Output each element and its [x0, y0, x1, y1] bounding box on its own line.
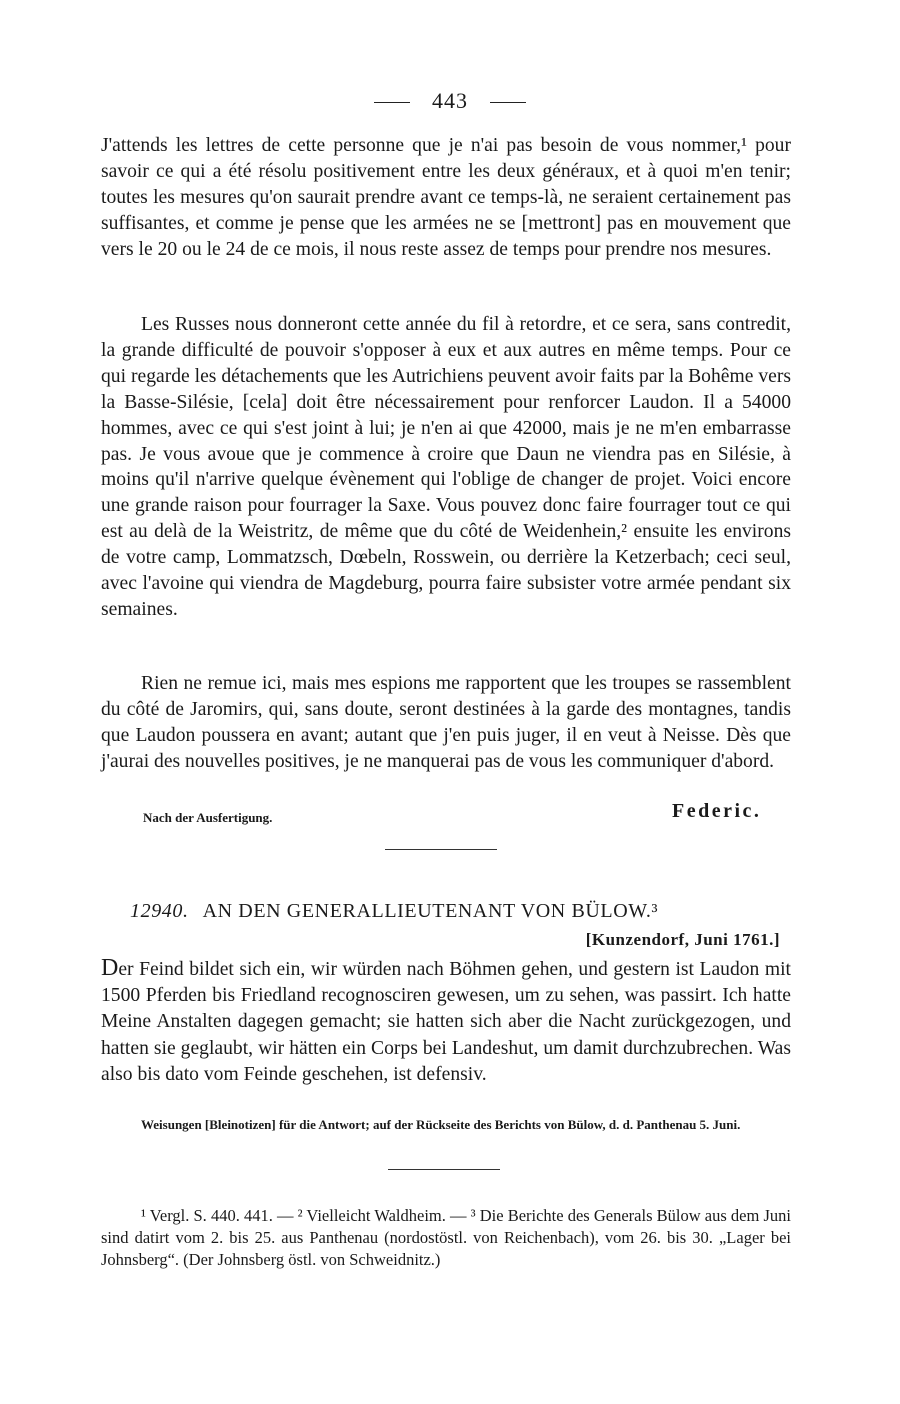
letter2-dateline: [Kunzendorf, Juni 1761.]	[585, 930, 780, 949]
header-dash-right	[490, 102, 526, 103]
letter2-editorial-note: Weisungen [Bleinotizen] für die Antwort; auf der Rückseite des Berichts von Bülow, d. d. Panthenau 5. Juni.	[141, 1117, 741, 1132]
page-number: 443	[432, 88, 468, 113]
letter1-paragraph-3: Rien ne remue ici, mais mes espions me rapportent que les troupes se rassemblent du côté de Jaromirs, qui, sans doute, seront destinées à la garde des montagnes, tandis que Laudon poussera en avant; autant que j'en puis juger, il en veut à Neisse. Dès que j'aurai des nouvelles positives, je ne manquerai pas de vous les communiquer d'abord.	[101, 673, 791, 772]
letter2-heading	[130, 900, 658, 923]
letter2-number: 12940.	[130, 900, 189, 922]
letter1-paragraph-2: Les Russes nous donneront cette année du fil à retordre, et ce sera, sans contredit, la grande difficulté de pouvoir s'opposer à eux et aux autres en même temps. Pour ce qui regarde les détachements que les Autrichiens peuvent avoir faits par la Bohême vers la Basse-Silésie, [cela] doit être nécessairement pour renforcer Laudon. Il a 54000 hommes, avec ce qui s'est joint à lui; je n'en ai que 42000, mais je ne m'en embarrasse pas. Je vous avoue que je commence à croire que Daun ne viendra pas en Silésie, à moins qu'il n'arrive quelque évènement qui l'oblige de changer de projet. Voici encore une grande raison pour fourrager la Saxe. Vous pouvez donc faire fourrager tout ce qui est au delà de la Weistritz, de même que du côté de Weidenhein,² ensuite les environs de votre camp, Lommatzsch, Dœbeln, Rosswein, ou derrière la Ketzerbach; ceci seul, avec l'avoine qui viendra de Magdeburg, pourra faire subsister votre armée pendant six semaines.	[101, 314, 791, 620]
letter2-title: AN DEN GENERALLIEUTENANT VON BÜLOW.³	[202, 900, 659, 922]
page-header	[0, 88, 900, 114]
footnote-divider	[388, 1169, 500, 1170]
letter2-body-text: er Feind bildet sich ein, wir würden nach Böhmen gehen, und gestern ist Laudon mit 1500 Pferden bis Friedland recognosciren gewesen, um zu sehen, was passirt. Ich hatte Meine Anstalten dagegen gemacht; sie hatten sich aber die Nacht zurückgezogen, und hatten sie geglaubt, wir hätten ein Corps bei Landeshut, um damit durchzubrechen. Was also bis dato vom Feinde geschehen, ist defensiv.	[101, 959, 791, 1085]
footnotes: ¹ Vergl. S. 440. 441. — ² Vielleicht Waldheim. — ³ Die Berichte des Generals Bülow aus dem Juni sind datirt vom 2. bis 25. aus Panthenau (nordostöstl. von Reichenbach), vom 26. bis 30. „Lager bei Johnsberg“. (Der Johnsberg östl. von Schweidnitz.)	[101, 1206, 791, 1269]
signature: Federic.	[672, 800, 762, 822]
letter2-body	[101, 955, 791, 1088]
section-divider	[385, 849, 497, 850]
source-note: Nach der Ausfertigung.	[143, 810, 273, 825]
header-dash-left	[374, 102, 410, 103]
letter2-initial: D	[101, 955, 119, 981]
letter1-paragraph-1: J'attends les lettres de cette personne que je n'ai pas besoin de vous nommer,¹ pour savoir ce qui a été résolu positivement entre les deux généraux, et à quoi m'en tenir; toutes les mesures qu'on saurait prendre avant ce temps-là, ne seraient certainement pas suffisantes, et comme je pense que les armées ne se [mettront] pas en mouvement que vers le 20 ou le 24 de ce mois, il nous reste assez de temps pour prendre nos mesures.	[101, 135, 791, 260]
